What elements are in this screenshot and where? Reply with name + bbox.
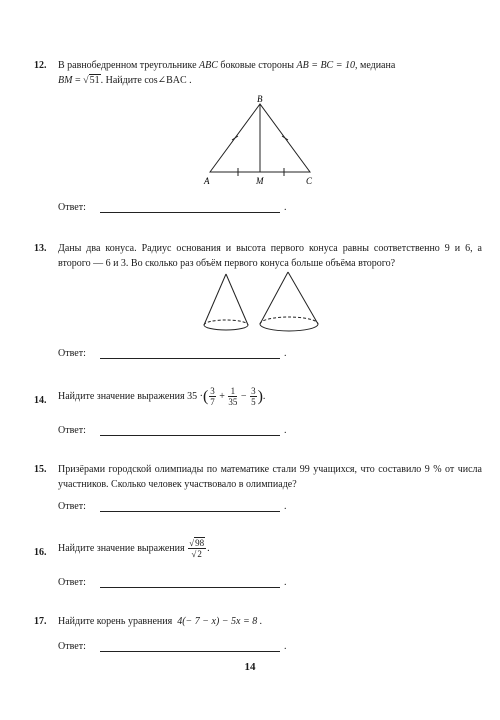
fraction: $\frac{3}{7}$	[210, 386, 215, 407]
fraction: $\frac{1}{35}$	[228, 386, 238, 407]
answer-line[interactable]	[100, 587, 280, 588]
answer-line[interactable]	[100, 435, 280, 436]
problem-number: 17.	[34, 616, 47, 627]
answer-label: Ответ:	[58, 641, 86, 652]
problem-17	[34, 614, 482, 630]
problem-12	[34, 58, 482, 90]
problem-15	[34, 462, 482, 494]
fraction: $\frac{3}{5}$	[251, 386, 256, 407]
cones-figure	[200, 268, 330, 338]
problem-text: Даны два конуса. Радиус основания и высота первого конуса равны соответственно 9 и 6, а второго — 6 и 3. Во сколько раз объём первого конуса больше объёма второго?	[58, 243, 482, 269]
answer-row-14: Ответ: .	[58, 425, 287, 436]
problem-number: 15.	[34, 464, 47, 475]
answer-label: Ответ:	[58, 425, 86, 436]
page-number: 14	[244, 661, 256, 673]
problem-number: 12.	[34, 60, 47, 71]
problem-16	[34, 538, 482, 568]
triangle-figure	[200, 94, 320, 190]
answer-row-12: Ответ: .	[58, 202, 287, 213]
vertex-label-a: A	[204, 176, 210, 186]
answer-label: Ответ:	[58, 501, 86, 512]
answer-line[interactable]	[100, 511, 280, 512]
answer-label: Ответ:	[58, 577, 86, 588]
problem-number: 14.	[34, 395, 47, 406]
problem-14	[34, 386, 482, 416]
problem-text: В равнобедренном треугольнике ABC боковые стороны AB = BC = 10, медиана BM = √51. Найдите cos∠BAC .	[58, 60, 396, 86]
problem-text: Найдите корень уравнения 4(− 7 − x) − 5x = 8 .	[58, 616, 263, 627]
problem-text: Найдите значение выражения 35 ·( $\frac{3}{7}$ + $\frac{1}{35}$ − $\frac{3}{5}$ ).	[58, 386, 266, 407]
vertex-label-c: C	[306, 176, 313, 186]
problem-number: 13.	[34, 243, 47, 254]
fraction: $\frac{√98}{√2}$	[189, 538, 205, 559]
answer-row-16: Ответ: .	[58, 577, 287, 588]
answer-row-13: Ответ: .	[58, 348, 287, 359]
point-label-m: M	[256, 176, 264, 186]
answer-label: Ответ:	[58, 348, 86, 359]
answer-row-17: Ответ: .	[58, 641, 287, 652]
answer-line[interactable]	[100, 212, 280, 213]
answer-label: Ответ:	[58, 202, 86, 213]
vertex-label-b: B	[257, 94, 263, 104]
problem-text: Найдите значение выражения $\frac{√98}{√2}$ .	[58, 538, 210, 559]
answer-row-15: Ответ: .	[58, 501, 287, 512]
problem-number: 16.	[34, 547, 47, 558]
problem-text: Призёрами городской олимпиады по математике стали 99 учащихся, что составило 9 % от числа участников. Сколько человек участвовало в олимпиаде?	[58, 464, 482, 490]
answer-line[interactable]	[100, 358, 280, 359]
answer-line[interactable]	[100, 651, 280, 652]
